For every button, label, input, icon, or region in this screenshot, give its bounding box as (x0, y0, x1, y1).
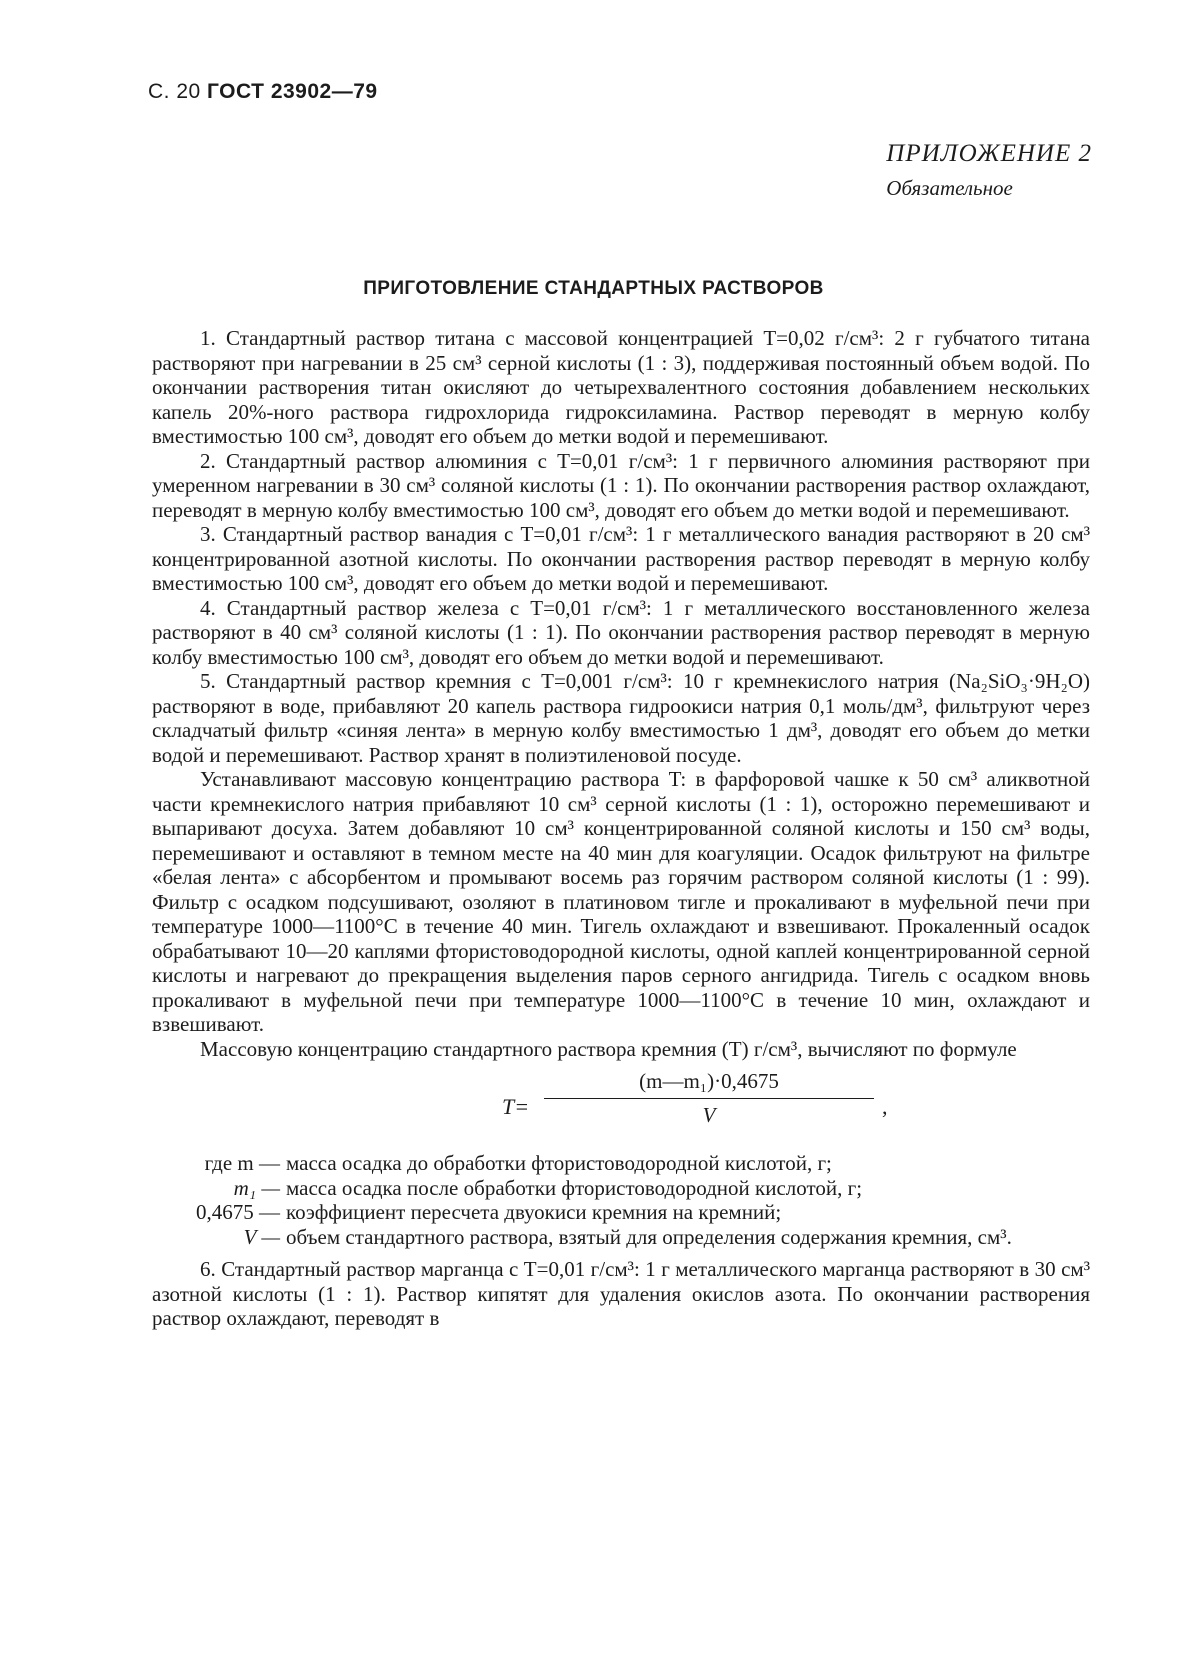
paragraph-6: 6. Стандартный раствор марганца с T=0,01 г/см³: 1 г металлического марганца растворяют в 30 см³ азотной кислоты (1 : 1). Раствор кипятят для удаления окислов азота. По окончании растворения раствор охлаждают, переводят в (152, 1257, 1090, 1330)
legend-description: коэффициент пересчета двуокиси кремния на кремний; (286, 1200, 782, 1224)
document-body (152, 326, 1090, 1331)
legend-row (152, 1225, 1090, 1250)
legend-description: масса осадка до обработки фтористоводородной кислотой, г; (286, 1151, 832, 1175)
legend-description: объем стандартного раствора, взятый для определения содержания кремния, см³. (286, 1224, 1012, 1249)
formula-numerator: (m—m₁)·0,4675 (544, 1069, 874, 1099)
appendix-block (886, 140, 1092, 201)
formula-denominator: V (702, 1102, 716, 1127)
appendix-subtitle: Обязательное (886, 176, 1013, 200)
paragraph-formula-intro: Массовую концентрацию стандартного раствора кремния (T) г/см³, вычисляют по формуле (200, 1036, 1017, 1061)
legend-row (152, 1151, 1090, 1176)
formula-legend (152, 1151, 1090, 1249)
paragraph-procedure: Устанавливают массовую концентрацию раствора T: в фарфоровой чашке к 50 см³ аликвотной части кремнекислого натрия прибавляют 10 см³ серной кислоты (1 : 1), осторожно перемешивают и выпаривают досуха. Затем добавляют 10 см³ концентрированной соляной кислоты и 150 см³ воды, перемешивают и оставляют в темном месте на 40 мин для коагуляции. Осадок фильтруют на фильтре «белая лента» с абсорбентом и промывают восемь раз горячим раствором соляной кислоты (1 : 99). Фильтр с осадком подсушивают, озоляют в платиновом тигле и прокаливают в муфельной печи при температуре 1000—1100°C в течение 40 мин. Тигель охлаждают и взвешивают. Прокаленный осадок обрабатывают 10—20 каплями фтористоводородной кислоты, одной каплей концентрированной серной кислоты и нагревают до прекращения выделения паров серного ангидрида. Тигель с осадком вновь прокаливают в муфельной печи при температуре 1000—1100°C в течение 10 мин, охлаждают и взвешивают. (152, 767, 1090, 1036)
formula-comma: , (882, 1094, 888, 1119)
paragraph-5: 5. Стандартный раствор кремния с T=0,001 г/см³: 10 г кремнекислого натрия (Na₂SiO₃·9H₂O) растворяют в воде, прибавляют 20 капель раствора гидроокиси натрия 0,1 моль/дм³, фильтруют через складчатый фильтр «синяя лента» в мерную колбу вместимостью 1 дм³, доводят его объем до метки водой и перемешивают. Раствор хранят в полиэтиленовой посуде. (152, 669, 1090, 767)
paragraph-1: 1. Стандартный раствор титана с массовой концентрацией T=0,02 г/см³: 2 г губчатого титана растворяют при нагревании в 25 см³ серной кислоты (1 : 3), поддерживая постоянный объем водой. По окончании растворения титан окисляют до четырехвалентного состояния добавлением нескольких капель 20%-ного раствора гидрохлорида гидроксиламина. Раствор переводят в мерную колбу вместимостью 100 см³, доводят его объем до метки водой и перемешивают. (152, 326, 1090, 448)
formula (152, 1069, 1090, 1147)
paragraph-2: 2. Стандартный раствор алюминия с T=0,01 г/см³: 1 г первичного алюминия растворяют при умеренном нагревании в 30 см³ соляной кислоты (1 : 1). По окончании растворения раствор охлаждают, переводят в мерную колбу вместимостью 100 см³, доводят его объем до метки водой и перемешивают. (152, 448, 1090, 522)
legend-symbol: 0,4675 — (196, 1200, 280, 1224)
page-header (148, 80, 378, 104)
formula-lhs: T= (502, 1094, 530, 1119)
page-number: С. 20 (148, 80, 201, 103)
formula-fraction (544, 1069, 874, 1127)
legend-symbol: где m — (204, 1151, 280, 1175)
paragraph-4: 4. Стандартный раствор железа с T=0,01 г/см³: 1 г металлического восстановленного железа растворяют в 40 см³ соляной кислоты (1 : 1). По окончании растворения раствор переводят в мерную колбу вместимостью 100 см³, доводят его объем до метки водой и перемешивают. (152, 595, 1090, 669)
legend-row (152, 1200, 1090, 1225)
legend-row (152, 1176, 1090, 1201)
legend-symbol: m₁ — (233, 1175, 280, 1200)
legend-description: масса осадка после обработки фтористоводородной кислотой, г; (286, 1175, 863, 1200)
appendix-title: ПРИЛОЖЕНИЕ 2 (886, 140, 1092, 167)
legend-symbol: V — (243, 1224, 280, 1249)
standard-number: ГОСТ 23902—79 (207, 80, 378, 103)
paragraph-3: 3. Стандартный раствор ванадия с T=0,01 г/см³: 1 г металлического ванадия растворяют в 20 см³ концентрированной азотной кислоты. По окончании растворения раствор переводят в мерную колбу вместимостью 100 см³, доводят его объем до метки водой и перемешивают. (152, 522, 1090, 595)
section-title: ПРИГОТОВЛЕНИЕ СТАНДАРТНЫХ РАСТВОРОВ (363, 278, 824, 299)
